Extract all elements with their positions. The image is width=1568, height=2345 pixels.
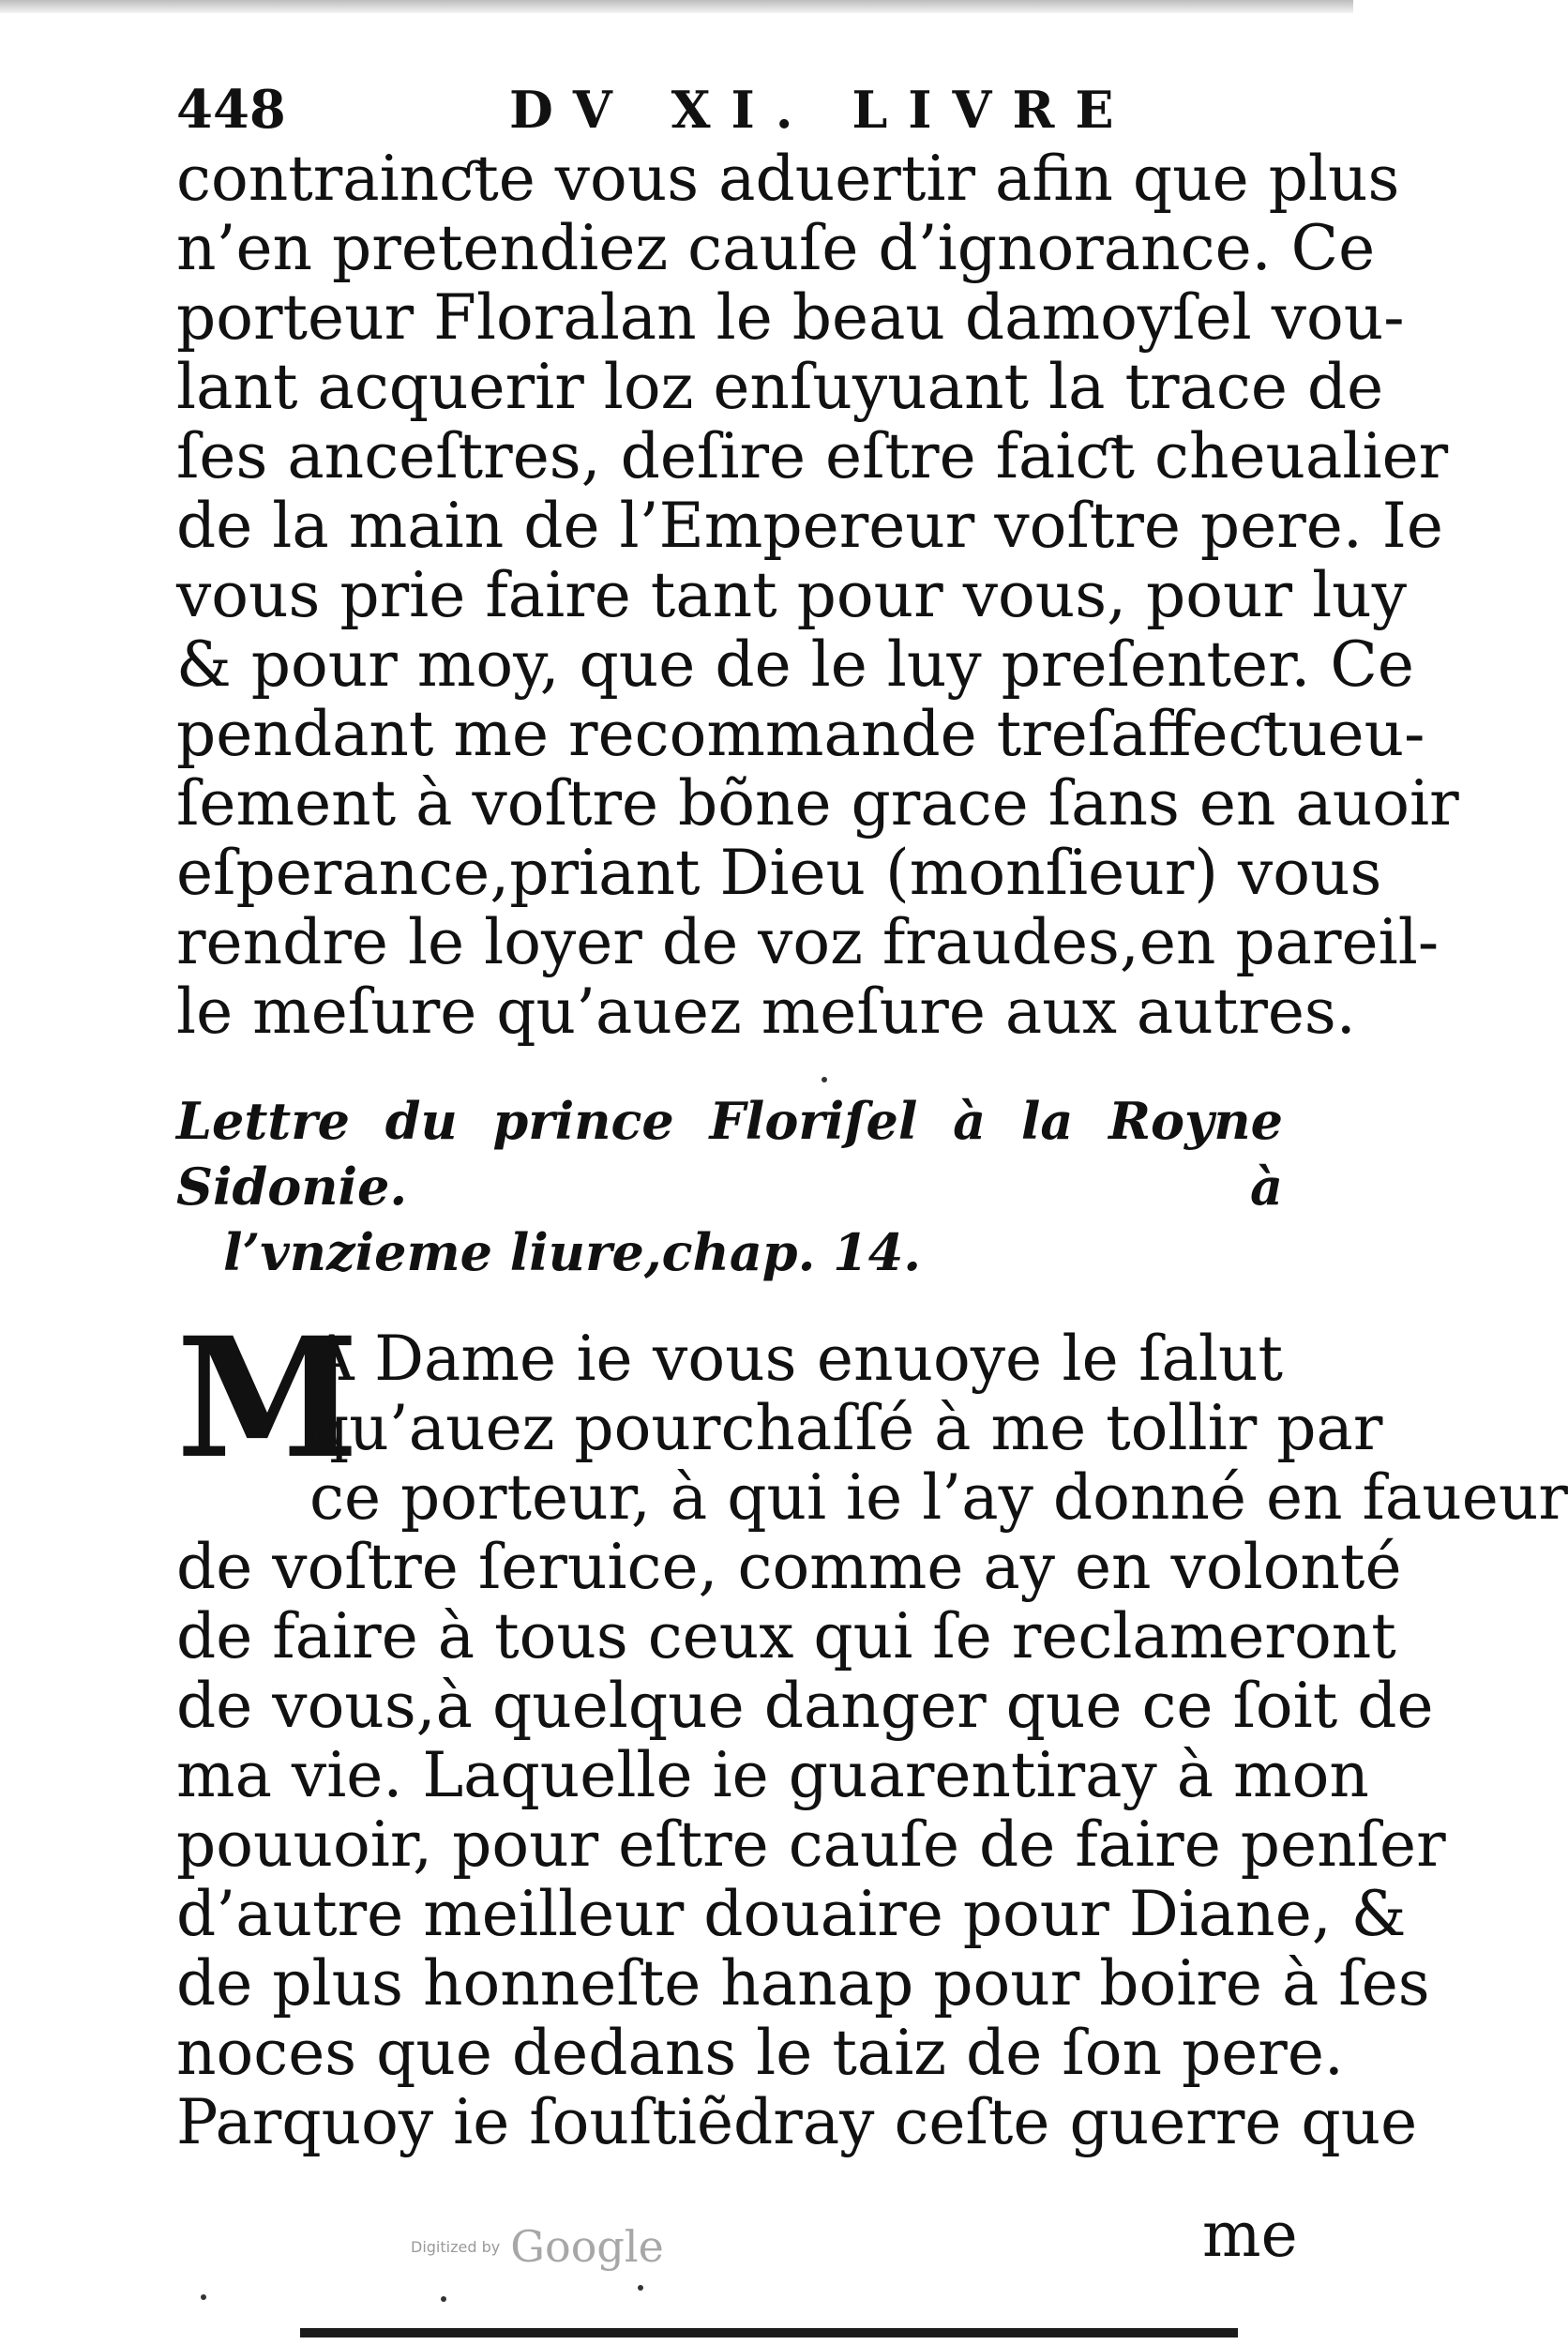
google-logo: Google [510,2221,664,2272]
top-page-edge [0,0,1353,13]
text-line: ce porteur, à qui ie l’ay donné en faueur [309,1461,1568,1534]
catchword: me [1202,2199,1298,2271]
text-line-last: le meſure qu’auez meſure aux autres. [176,976,1356,1048]
text-line: lant acquerir loz enſuyuant la trace de [176,351,1384,423]
letter-heading [176,1088,1283,1285]
letter-heading-line2: l’vnzieme liure,chap. 14. [223,1222,922,1282]
text-line: pendant me recommande treſaffeƈtueu- [176,698,1425,770]
text-line: de plus honneſte hanap pour boire à ſes [176,1947,1430,2020]
text-line: de vous,à quelque danger que ce ſoit de [176,1670,1434,1742]
letter-body [176,1301,1568,2158]
text-line: contrainƈte vous aduertir afin que plus [176,143,1400,215]
ink-speck [638,2285,643,2291]
drop-cap-initial: M [176,1301,359,1495]
text-line: Parquoy ie ſouſtiẽdray ceſte guerre que [176,2086,1418,2158]
text-line: de la main de l’Empereur voſtre pere. Ie [176,490,1443,562]
text-line: de faire à tous ceux qui ſe reclameront [176,1600,1396,1672]
text-line: de voſtre ſeruice, comme ay en volonté [176,1531,1402,1603]
page-number: 448 [176,79,286,141]
text-line: ma vie. Laquelle ie guarentiray à mon [176,1739,1369,1811]
text-line: & pour moy, que de le luy preſenter. Ce [176,628,1414,701]
text-line: ſes anceſtres, deſire eſtre faiƈt cheualier [176,420,1449,492]
text-line: porteur Floralan le beau damoyſel vou- [176,281,1405,354]
letter-heading-line1: Lettre du prince Floriſel à la Royne Sidonie. à [176,1091,1283,1217]
running-head: DV XI. LIVRE [509,80,1135,140]
ink-speck [822,1077,827,1082]
paragraph-continuation [176,143,1459,1048]
ink-speck [201,2294,206,2300]
text-line: d’autre meilleur douaire pour Diane, & [176,1878,1407,1950]
text-line: pouuoir, pour eſtre cauſe de faire penſer [176,1808,1446,1881]
text-line: noces que dedans le taiz de ſon pere. [176,2017,1344,2089]
text-line: ſement à voſtre bõne grace ſans en auoir [176,767,1459,840]
ink-speck [441,2296,446,2302]
text-line: A Dame ie vous enuoye le ſalut [309,1323,1283,1395]
page-header [176,68,1264,152]
text-line: n’en pretendiez cauſe d’ignorance. Ce [176,212,1376,284]
bottom-page-edge [300,2328,1238,2337]
text-line: qu’auez pourchaſſé à me tollir par [309,1392,1383,1464]
digitization-stamp [411,2221,664,2277]
text-line: vous prie faire tant pour vous, pour luy [176,559,1407,631]
digitized-by-label: Digitized by [411,2237,501,2256]
text-line: eſperance,priant Dieu (monſieur) vous [176,837,1382,909]
text-line: rendre le loyer de voz fraudes,en pareil- [176,906,1440,978]
